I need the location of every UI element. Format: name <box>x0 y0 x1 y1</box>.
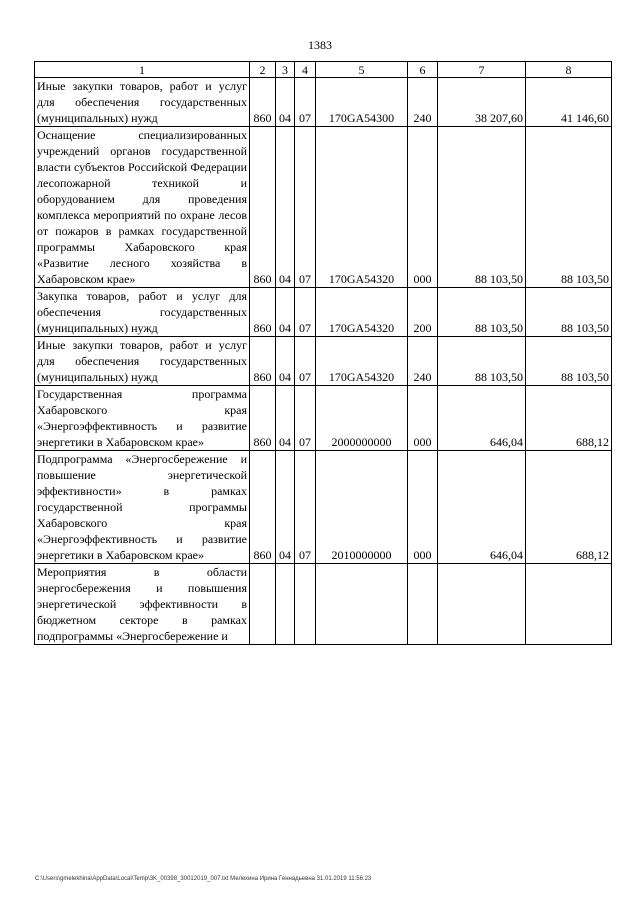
header-row <box>35 62 612 78</box>
expense-type-code <box>408 564 438 645</box>
target-article-code: 170GA54320 <box>316 127 408 288</box>
row-description: Иные закупки товаров, работ и услуг для обеспечения государственных (муниципальных) нужд <box>35 337 250 386</box>
table-row <box>35 288 612 337</box>
subsection-code: 07 <box>295 337 316 386</box>
amount-year-2: 88 103,50 <box>526 288 612 337</box>
expense-type-code: 200 <box>408 288 438 337</box>
ministry-code <box>250 564 276 645</box>
ministry-code: 860 <box>250 78 276 127</box>
amount-year-1: 646,04 <box>438 386 526 451</box>
section-code: 04 <box>276 288 295 337</box>
row-description: Иные закупки товаров, работ и услуг для обеспечения государственных (муниципальных) нужд <box>35 78 250 127</box>
row-description: Государственная программа Хабаровского края «Энергоэффективность и развитие энергетики в Хабаровском крае» <box>35 386 250 451</box>
target-article-code: 170GA54320 <box>316 337 408 386</box>
amount-year-2: 688,12 <box>526 451 612 564</box>
ministry-code: 860 <box>250 127 276 288</box>
column-header: 4 <box>295 62 316 78</box>
table-row <box>35 337 612 386</box>
section-code: 04 <box>276 78 295 127</box>
amount-year-1: 88 103,50 <box>438 337 526 386</box>
amount-year-2: 88 103,50 <box>526 127 612 288</box>
page-number: 1383 <box>308 38 332 52</box>
expense-type-code: 000 <box>408 127 438 288</box>
subsection-code: 07 <box>295 451 316 564</box>
amount-year-2 <box>526 564 612 645</box>
column-header: 5 <box>316 62 408 78</box>
amount-year-1: 646,04 <box>438 451 526 564</box>
target-article-code <box>316 564 408 645</box>
column-header: 2 <box>250 62 276 78</box>
subsection-code <box>295 564 316 645</box>
section-code: 04 <box>276 337 295 386</box>
subsection-code: 07 <box>295 386 316 451</box>
target-article-code: 2000000000 <box>316 386 408 451</box>
column-header: 3 <box>276 62 295 78</box>
section-code: 04 <box>276 127 295 288</box>
column-header: 7 <box>438 62 526 78</box>
ministry-code: 860 <box>250 451 276 564</box>
table-row <box>35 386 612 451</box>
subsection-code: 07 <box>295 127 316 288</box>
subsection-code: 07 <box>295 78 316 127</box>
subsection-code: 07 <box>295 288 316 337</box>
column-header: 6 <box>408 62 438 78</box>
table-row <box>35 127 612 288</box>
column-header: 8 <box>526 62 612 78</box>
target-article-code: 170GA54320 <box>316 288 408 337</box>
column-header: 1 <box>35 62 250 78</box>
amount-year-1: 88 103,50 <box>438 127 526 288</box>
row-description: Закупка товаров, работ и услуг для обеспечения государственных (муниципальных) нужд <box>35 288 250 337</box>
row-description: Мероприятия в области энергосбережения и повышения энергетической эффективности в бюджетном секторе в рамках подпрограммы «Энергосбережение и <box>35 564 250 645</box>
row-description: Оснащение специализированных учреждений органов государственной власти субъектов Российской Федерации лесопожарной техникой и оборудованием для проведения комплекса мероприятий по охране лесов от пожаров в рамках государственной программы Хабаровского края «Развитие лесного хозяйства в Хабаровском крае» <box>35 127 250 288</box>
amount-year-1: 38 207,60 <box>438 78 526 127</box>
target-article-code: 2010000000 <box>316 451 408 564</box>
amount-year-2: 41 146,60 <box>526 78 612 127</box>
document-footer: C:\Users\gmelekhina\AppData\Local\Temp\3K_00398_30012019_007.txt Мелехина Ирина Геннадьевна 31.01.2019 11:56:23 <box>35 876 372 882</box>
amount-year-2: 88 103,50 <box>526 337 612 386</box>
ministry-code: 860 <box>250 288 276 337</box>
row-description: Подпрограмма «Энергосбережение и повышение энергетической эффективности» в рамках государственной программы Хабаровского края «Энергоэффективность и развитие энергетики в Хабаровском крае» <box>35 451 250 564</box>
expense-type-code: 240 <box>408 337 438 386</box>
ministry-code: 860 <box>250 386 276 451</box>
table-row <box>35 451 612 564</box>
section-code: 04 <box>276 451 295 564</box>
budget-table <box>34 61 612 645</box>
expense-type-code: 000 <box>408 451 438 564</box>
expense-type-code: 240 <box>408 78 438 127</box>
expense-type-code: 000 <box>408 386 438 451</box>
target-article-code: 170GA54300 <box>316 78 408 127</box>
table-row <box>35 564 612 645</box>
section-code: 04 <box>276 386 295 451</box>
ministry-code: 860 <box>250 337 276 386</box>
amount-year-1: 88 103,50 <box>438 288 526 337</box>
table-row <box>35 78 612 127</box>
amount-year-2: 688,12 <box>526 386 612 451</box>
amount-year-1 <box>438 564 526 645</box>
section-code <box>276 564 295 645</box>
